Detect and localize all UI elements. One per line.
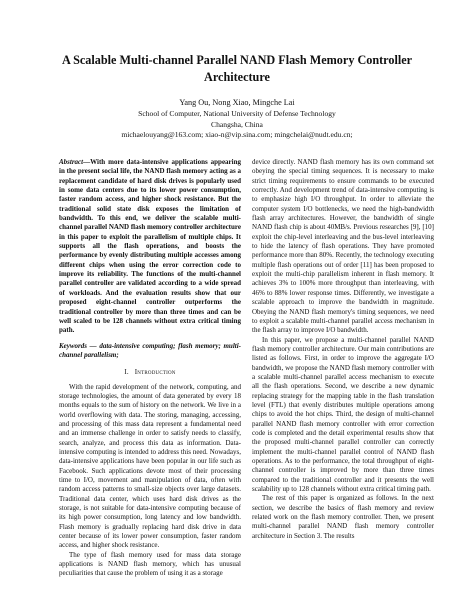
paragraph: device directly. NAND flash memory has its own command set obeying the special timing sequences. It is necessary to make strict timing requirements to ensure commands to be executed correctly. And development trend of data-intensive computing is to emphasize high I/O throughput. In order to alleviate the computer system I/O bottlenecks, we need the high-bandwidth flash array architectures. However, the bandwidth of single NAND flash chip is about 40MB/s. Previous researches [9], [10] exploit the chip-level interleaving and the bus-level interleaving to hide the latency of flash operations. They have promoted performance more than 80%. Recently, the technology executing multiple flash operations out of order [11] has been proposed to exploit the multi-chip parallelism inherent in flash memory. It achieves 3% to 100% more throughput than interleaving, with 46% to 88% lower response times. Differently, we investigate a scalable approach to improve the bandwidth in magnitude. Obeying the NAND flash memory's timing sequences, we need to exploit a scalable multi-channel parallel access mechanism in the flash array to improve I/O bandwidth. bbox=[252, 158, 434, 335]
keywords: Keywords — data-intensive computing; flash memory; multi-channel parallelism; bbox=[59, 341, 241, 359]
abstract bbox=[59, 158, 241, 336]
section-number: I. bbox=[124, 368, 129, 377]
paper-title: A Scalable Multi-channel Parallel NAND Flash Memory Controller Architecture bbox=[61, 53, 413, 84]
affiliation-emails: michaelouyang@163.com; xiao-n@vip.sina.com; mingchelai@nudt.edu.cn; bbox=[121, 130, 353, 139]
paragraph: With the rapid development of the network, computing, and storage technologies, the amount of data generated by every 18 months equals to the sum of history on the network. We live in a world overflowing with data. The storing, managing, accessing, and processing of this mass data represent a fundamental need and an immense challenge in order to satisfy needs to classify, search, analyze, and process this data as information. Data-intensive computing is intended to address this need. Nowadays, data-intensive applications have been popular in our life such as Facebook. Such applications devote most of their processing time to I/O, movement and manipulation of data, often with random access patterns to small-size objects over large datasets. Traditional data center, which uses hard disk drives as the storage, is not suitable for data-intensive computing because of its high power consumption, long latency and low bandwidth. Flash memory is gradually replacing hard disk drive in data center because of its lower power consumption, faster random access, and higher shock resistance. bbox=[59, 382, 241, 550]
author-list: Yang Ou, Nong Xiao, Mingche Lai bbox=[179, 98, 295, 107]
right-column bbox=[252, 158, 434, 541]
paragraph: The rest of this paper is organized as follows. In the next section, we describe the basics of flash memory and review related work on the flash memory controller. Then, we present multi-channel parallel NAND flash memory controller architecture in Section 3. The results bbox=[252, 494, 434, 540]
paragraph: In this paper, we propose a multi-channel parallel NAND flash memory controller architecture. Our main contributions are listed as follows. First, in order to improve the aggregate I/O bandwidth, we propose the NAND flash memory controller with a scalable multi-channel parallel access mechanism to execute all the flash operations. Second, we describe a new dynamic replacing strategy for the mapping table in the flash translation level (FTL) that evenly distributes multiple operations among chips to avoid the hot chips. Third, the design of multi-channel parallel NAND flash memory controller with error correction code is completed and the detail experimental results show that the proposed multi-channel parallel controller can correctly implement the multi-channel parallel control of NAND flash operations. As to the performance, the total throughput of eight-channel controller is improved by more than three times compared to the traditional controller and it presents the well scalability up to 128 channels without extra critical timing path. bbox=[252, 335, 434, 494]
left-column bbox=[59, 158, 241, 579]
abstract-label: Abstract bbox=[59, 158, 84, 166]
abstract-text: —With more data-intensive applications appearing in the present social life, the NAND flash memory acting as a replacement candidate of hard disk drives is popularly used in some data centers due to its lower power consumption, faster random access, and higher shock resistance. But the traditional solid state disk exposes the limitation of bandwidth. To this end, we deliver the scalable multi-channel parallel NAND flash memory controller architecture in this paper to exploit the parallelism of multiple chips. It supports all the flash operations, and boosts the performance by evenly distributing multiple accesses among different chips when using the error correction code to improve its reliability. The functions of the multi-channel parallel controller are validated according to a wide spread of workloads. And the evaluation results show that our proposed eight-channel controller outperforms the traditional controller by more than three times and can be well scaled to be 128 channels without extra critical timing path. bbox=[59, 158, 241, 335]
affiliation-location: Changsha, China bbox=[211, 119, 263, 129]
paragraph: The type of flash memory used for mass data storage applications is NAND flash memory, which has unusual peculiarities that cause the problem of using it as a storage bbox=[59, 550, 241, 578]
affiliation-institution: School of Computer, National University of Defense Technology bbox=[138, 109, 336, 118]
affiliation-block bbox=[40, 109, 434, 141]
section-title: Introduction bbox=[134, 368, 176, 377]
section-heading-introduction bbox=[59, 368, 241, 377]
